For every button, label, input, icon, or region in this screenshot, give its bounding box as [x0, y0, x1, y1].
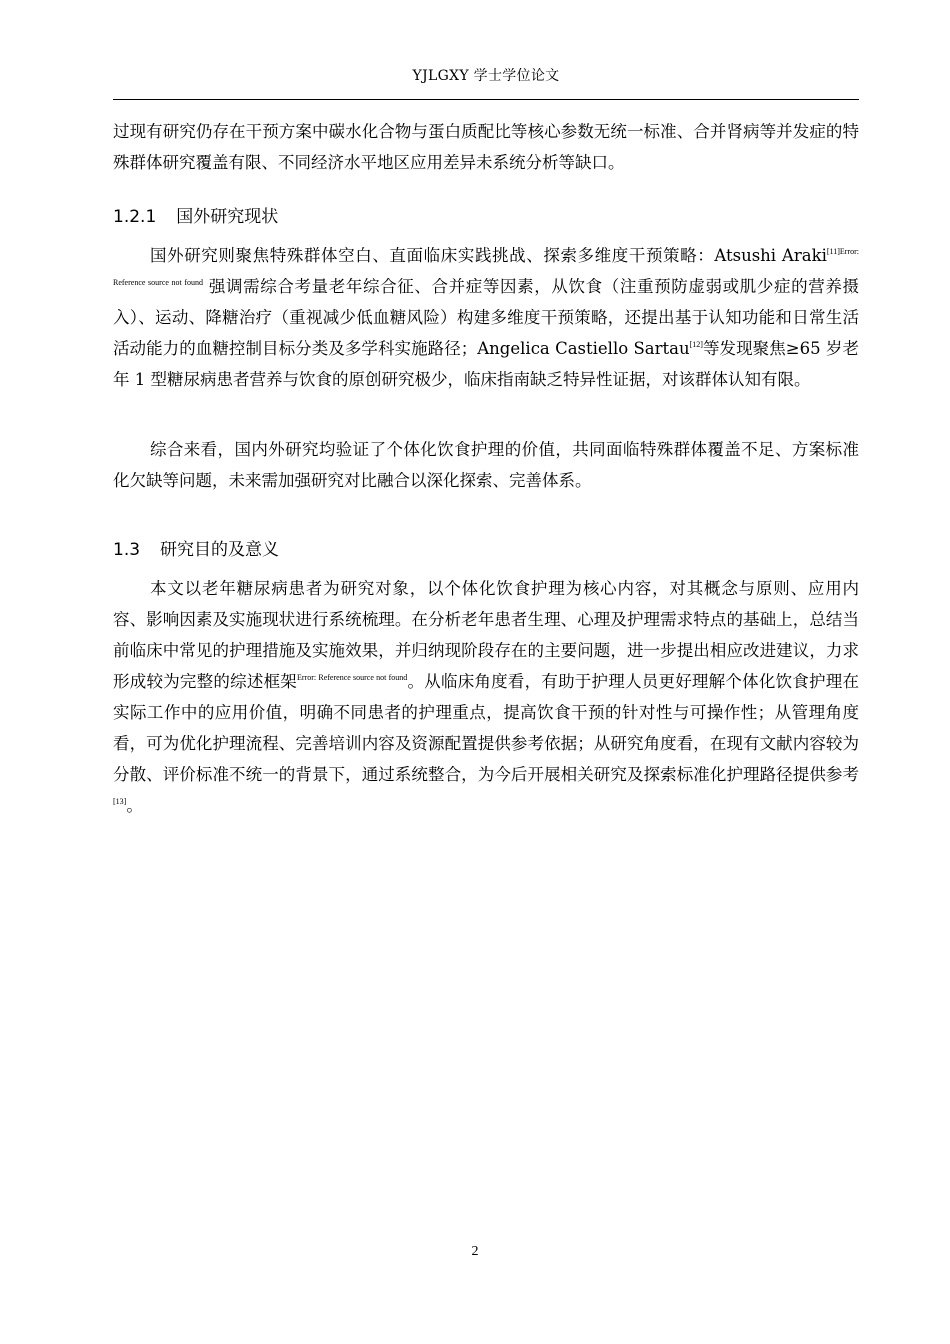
research-purpose-paragraph	[113, 573, 859, 821]
paragraph-text: 等发现聚焦≥65 岁老年 1 型糖尿病患者营养与饮食的原创研究极少，临床指南缺乏特异性证据，对该群体认知有限。	[113, 339, 859, 389]
section-heading-1-3	[113, 537, 279, 563]
paragraph-text: 强调需综合考量老年综合征、合并症等因素，从饮食（注重预防虚弱或肌少症的营养摄入）、运动、降糖治疗（重视减少低血糖风险）构建多维度干预策略，还提出基于认知功能和日常生活活动能力的血糖控制目标分类及多学科实施路径；Angelica Castiello Sartau	[113, 277, 859, 358]
foreign-research-paragraph	[113, 240, 859, 395]
paragraph-text: 本文以老年糖尿病患者为研究对象，以个体化饮食护理为核心内容，对其概念与原则、应用内容、影响因素及实施现状进行系统梳理。在分析老年患者生理、心理及护理需求特点的基础上，总结当前临床中常见的护理措施及实施效果，并归纳现阶段存在的主要问题，进一步提出相应改进建议，力求形成较为完整的综述框架	[113, 579, 859, 691]
summary-paragraph: 综合来看，国内外研究均验证了个体化饮食护理的价值，共同面临特殊群体覆盖不足、方案标准化欠缺等问题，未来需加强研究对比融合以深化探索、完善体系。	[113, 440, 859, 490]
intro-continuation-paragraph: 过现有研究仍存在干预方案中碳水化合物与蛋白质配比等核心参数无统一标准、合并肾病等并发症的特殊群体研究覆盖有限、不同经济水平地区应用差异未系统分析等缺口。	[113, 122, 859, 172]
paragraph-text: 。	[126, 796, 143, 815]
header-rule	[113, 99, 859, 100]
citation-superscript: Error: Reference source not found	[297, 673, 408, 682]
section-number: 1.2.1	[113, 207, 157, 227]
section-number: 1.3	[113, 540, 141, 560]
citation-superscript: [11]Error: Reference source not found	[113, 247, 859, 287]
section-heading-1-2-1	[113, 204, 278, 230]
section-title: 研究目的及意义	[160, 540, 280, 560]
citation-superscript: [13]	[113, 797, 127, 806]
section-title: 国外研究现状	[176, 207, 279, 227]
page-number: 2	[471, 1244, 479, 1259]
running-header: YJLGXY 学士学位论文	[412, 68, 560, 84]
citation-superscript: [12]	[689, 340, 703, 349]
paragraph-text: 国外研究则聚焦特殊群体空白、直面临床实践挑战、探索多维度干预策略：Atsushi Araki	[150, 246, 827, 265]
paragraph-text: 。从临床角度看，有助于护理人员更好理解个体化饮食护理在实际工作中的应用价值，明确不同患者的护理重点，提高饮食干预的针对性与可操作性；从管理角度看，可为优化护理流程、完善培训内容及资源配置提供参考依据；从研究角度看，在现有文献内容较为分散、评价标准不统一的背景下，通过系统整合，为今后开展相关研究及探索标准化护理路径提供参考	[113, 672, 860, 784]
